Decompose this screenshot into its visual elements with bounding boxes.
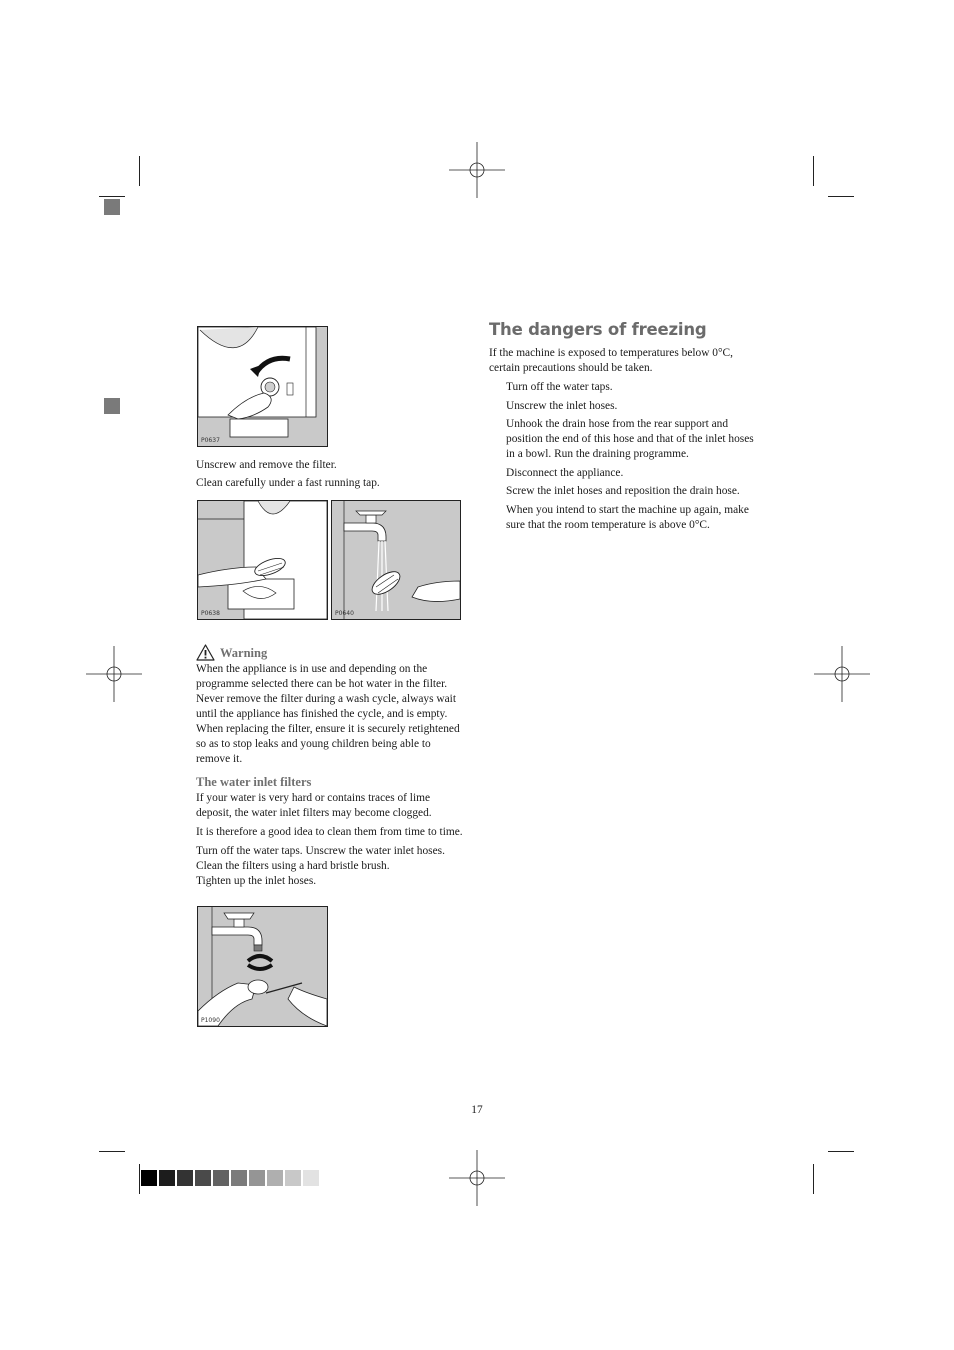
warning-title: Warning [220, 646, 268, 660]
figure-code: P1090 [201, 1017, 220, 1024]
registration-mark-bottom [449, 1150, 505, 1206]
gray-swatch [159, 1170, 175, 1186]
crop-mark-tr-h [828, 196, 854, 197]
figure-remove-filter [197, 500, 328, 620]
page-number: 17 [471, 1104, 483, 1116]
filter-steps [196, 458, 464, 491]
gray-swatch [267, 1170, 283, 1186]
inlet-para-2: It is therefore a good idea to clean them from time to time. [196, 826, 463, 838]
section-marker-1 [104, 199, 120, 215]
warning-triangle-icon [196, 644, 215, 661]
inlet-filters-title: The water inlet filters [196, 775, 312, 789]
gray-swatch [141, 1170, 157, 1186]
gray-swatch [231, 1170, 247, 1186]
gray-swatch [285, 1170, 301, 1186]
figure-code: P0638 [201, 610, 220, 617]
figure-rinse-filter [331, 500, 461, 620]
freezing-step: Screw the inlet hoses and reposition the drain hose. [506, 485, 740, 497]
gray-swatch [195, 1170, 211, 1186]
freezing-title: The dangers of freezing [489, 320, 707, 339]
registration-mark-top [449, 142, 505, 198]
crop-mark-tl-h [99, 196, 125, 197]
inlet-para-3 [196, 844, 464, 889]
figure-brush-inlet-filter [197, 906, 328, 1027]
crop-mark-bl-h [99, 1151, 125, 1152]
freezing-step: Turn off the water taps. [506, 381, 613, 393]
freezing-steps [489, 380, 759, 533]
registration-mark-left [86, 646, 142, 702]
crop-mark-br-h [828, 1151, 854, 1152]
warning-section [196, 644, 464, 889]
freezing-step: When you intend to start the machine up again, make sure that the room temperature is above 0°C. [506, 503, 749, 531]
freezing-section [489, 346, 759, 536]
registration-mark-right [814, 646, 870, 702]
inlet-line-2: Clean the filters using a hard bristle brush. [196, 860, 390, 872]
figure-code: P0637 [201, 437, 220, 444]
crop-mark-br-v [813, 1164, 814, 1194]
freezing-step: Unhook the drain hose from the rear support and position the end of this hose and that of the inlet hoses in a bowl. Run the draining programme. [506, 418, 754, 460]
crop-mark-tr-v [813, 156, 814, 186]
section-marker-2 [104, 398, 120, 414]
gray-swatch [303, 1170, 319, 1186]
gray-swatch [177, 1170, 193, 1186]
warning-body: When the appliance is in use and depending on the programme selected there can be hot water in the filter. Never remove the filter during a wash cycle, always wait until the appliance has finished the cycle, and is empty. When replacing the filter, ensure it is securely retightened so as to stop leaks and young children being able to remove it. [196, 663, 460, 765]
freezing-intro: If the machine is exposed to temperatures below 0°C, certain precautions should be taken. [489, 347, 734, 374]
inlet-line-1: Turn off the water taps. Unscrew the water inlet hoses. [196, 845, 445, 857]
inlet-line-3: Tighten up the inlet hoses. [196, 875, 317, 887]
gray-swatch [213, 1170, 229, 1186]
crop-mark-tl-v [139, 156, 140, 186]
filter-step-2: Clean carefully under a fast running tap. [196, 477, 380, 489]
crop-mark-bl-v [139, 1164, 140, 1194]
filter-step-1: Unscrew and remove the filter. [196, 459, 337, 471]
freezing-step: Disconnect the appliance. [506, 466, 624, 479]
freezing-step: Unscrew the inlet hoses. [506, 399, 618, 412]
inlet-para-1: If your water is very hard or contains traces of lime deposit, the water inlet filters may become clogged. [196, 792, 432, 819]
figure-code: P0640 [335, 610, 354, 617]
gray-swatch [249, 1170, 265, 1186]
figure-unscrew-filter [197, 326, 328, 447]
